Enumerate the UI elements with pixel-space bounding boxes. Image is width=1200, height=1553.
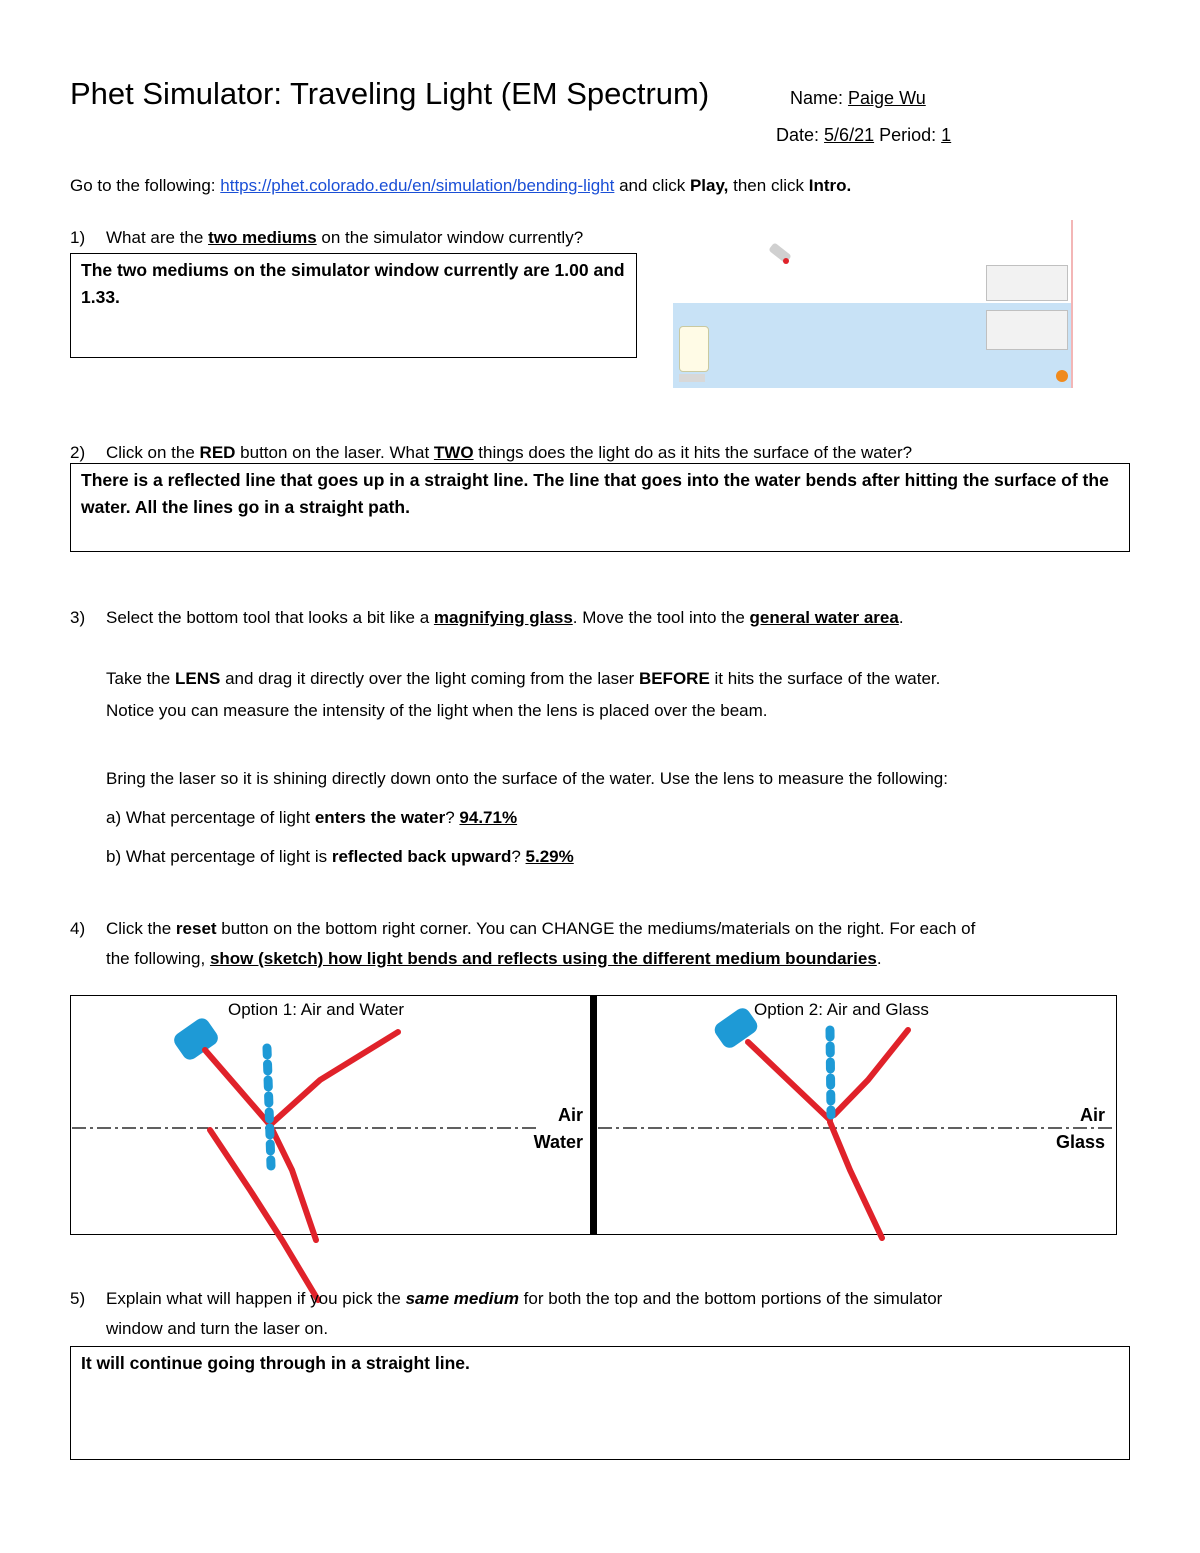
question-5 [70,1284,942,1314]
option-2-sketch [598,1005,1112,1238]
option-1-reflected-ray [270,1032,398,1125]
q5-line-2: window and turn the laser on. [106,1319,329,1338]
q3-p2-pre: Take the [106,669,175,688]
option-1-label: Option 1: Air and Water [228,1000,405,1019]
q4-number: 4) [70,919,86,938]
q2-answer: There is a reflected line that goes up in a straight line. The line that goes into the water bends after hitting the surface of the water. All the lines go in a straight path. [81,470,1109,517]
q1-number: 1) [70,228,86,247]
period-label: Period: [879,125,937,145]
q5-answer: It will continue going through in a straight line. [81,1353,470,1373]
q3-p2-mid: and drag it directly over the light coming from the laser [220,669,639,688]
intro-intro: Intro. [808,176,852,195]
q5-pre: Explain what will happen if you pick the [106,1289,406,1308]
q2-number: 2) [70,443,86,462]
option-2-normal-line [830,1030,831,1115]
q3-line1-end: . [898,608,904,627]
q2-red: RED [199,443,236,462]
option-2-incident-ray [748,1042,830,1120]
q3-line1-mid: . Move the tool into the [572,608,750,627]
q5-post: for both the top and the bottom portions of the simulator [518,1289,943,1308]
q3-general-water-area: general water area [749,608,899,627]
option-2-label: Option 2: Air and Glass [754,1000,929,1019]
q3-a-answer[interactable]: 94.71% [459,808,518,827]
q2-pre: Click on the [106,443,200,462]
q3-before: BEFORE [638,669,710,688]
q1-post: on the simulator window currently? [316,228,584,247]
option-1-bottom-medium: Water [533,1132,583,1152]
q3-a-q: ? [445,808,460,827]
q4-reset: reset [175,919,217,938]
intro-middle: and click [614,176,690,195]
option-2-refracted-ray [830,1122,882,1238]
name-value: Paige Wu [848,88,926,108]
option-2-bottom-medium: Glass [1055,1132,1105,1152]
intro-prefix: Go to the following: [70,176,221,195]
q4-line2-end: . [876,949,882,968]
option-1-incident-ray [205,1050,270,1125]
q4-pre: Click the [106,919,176,938]
q3-paragraph-3: Bring the laser so it is shining directly down onto the surface of the water. Use the lens to measure the following: [106,769,948,788]
q2-two: TWO [433,443,474,462]
q3-b-q: ? [511,847,526,866]
q3-line1-pre: Select the bottom tool that looks a bit like a [106,608,434,627]
q5-number: 5) [70,1289,86,1308]
q4-post: button on the bottom right corner. You can CHANGE the mediums/materials on the right. For each of [216,919,976,938]
q4-line2-bold: show (sketch) how light bends and reflects using the different medium boundaries [209,949,877,968]
q3-b-pre: b) What percentage of light is [106,847,332,866]
intro-play: Play, [689,176,729,195]
option-1-top-medium: Air [557,1105,583,1125]
option-1-extra-ray [210,1130,318,1300]
q1-answer: The two mediums on the simulator window currently are 1.00 and 1.33. [81,260,625,307]
q3-b-answer[interactable]: 5.29% [525,847,574,866]
option-1-refracted-ray [270,1125,316,1240]
q4-line2-pre: the following, [106,949,210,968]
q5-answer-box[interactable] [70,1346,1130,1460]
q5-same-medium: same medium [405,1289,519,1308]
q3-lens: LENS [175,669,221,688]
option-2-reflected-ray [834,1030,908,1115]
simulation-link[interactable]: https://phet.colorado.edu/en/simulation/bending-light [220,176,615,195]
date-value: 5/6/21 [824,125,875,145]
period-value: 1 [941,125,952,145]
date-label: Date: [776,125,820,145]
option-2-top-medium: Air [1079,1105,1105,1125]
q1-bold: two mediums [208,228,317,247]
intro-then: then click [728,176,809,195]
q1-pre: What are the [106,228,209,247]
q2-post: things does the light do as it hits the surface of the water? [473,443,913,462]
q3-p2-post: it hits the surface of the water. [709,669,941,688]
q3-a-pre: a) What percentage of light [106,808,315,827]
q3-a-bold: enters the water [314,808,446,827]
option-1-sketch [72,1015,536,1300]
page-title: Phet Simulator: Traveling Light (EM Spectrum) [70,76,710,111]
q3-magnifying-glass: magnifying glass [433,608,573,627]
q3-b-bold: reflected back upward [331,847,512,866]
q3-p2-line2: Notice you can measure the intensity of the light when the lens is placed over the beam. [106,701,768,720]
q2-mid: button on the laser. What [235,443,434,462]
name-label: Name: [790,88,844,108]
option-1-normal-line [267,1048,271,1166]
q3-number: 3) [70,608,86,627]
